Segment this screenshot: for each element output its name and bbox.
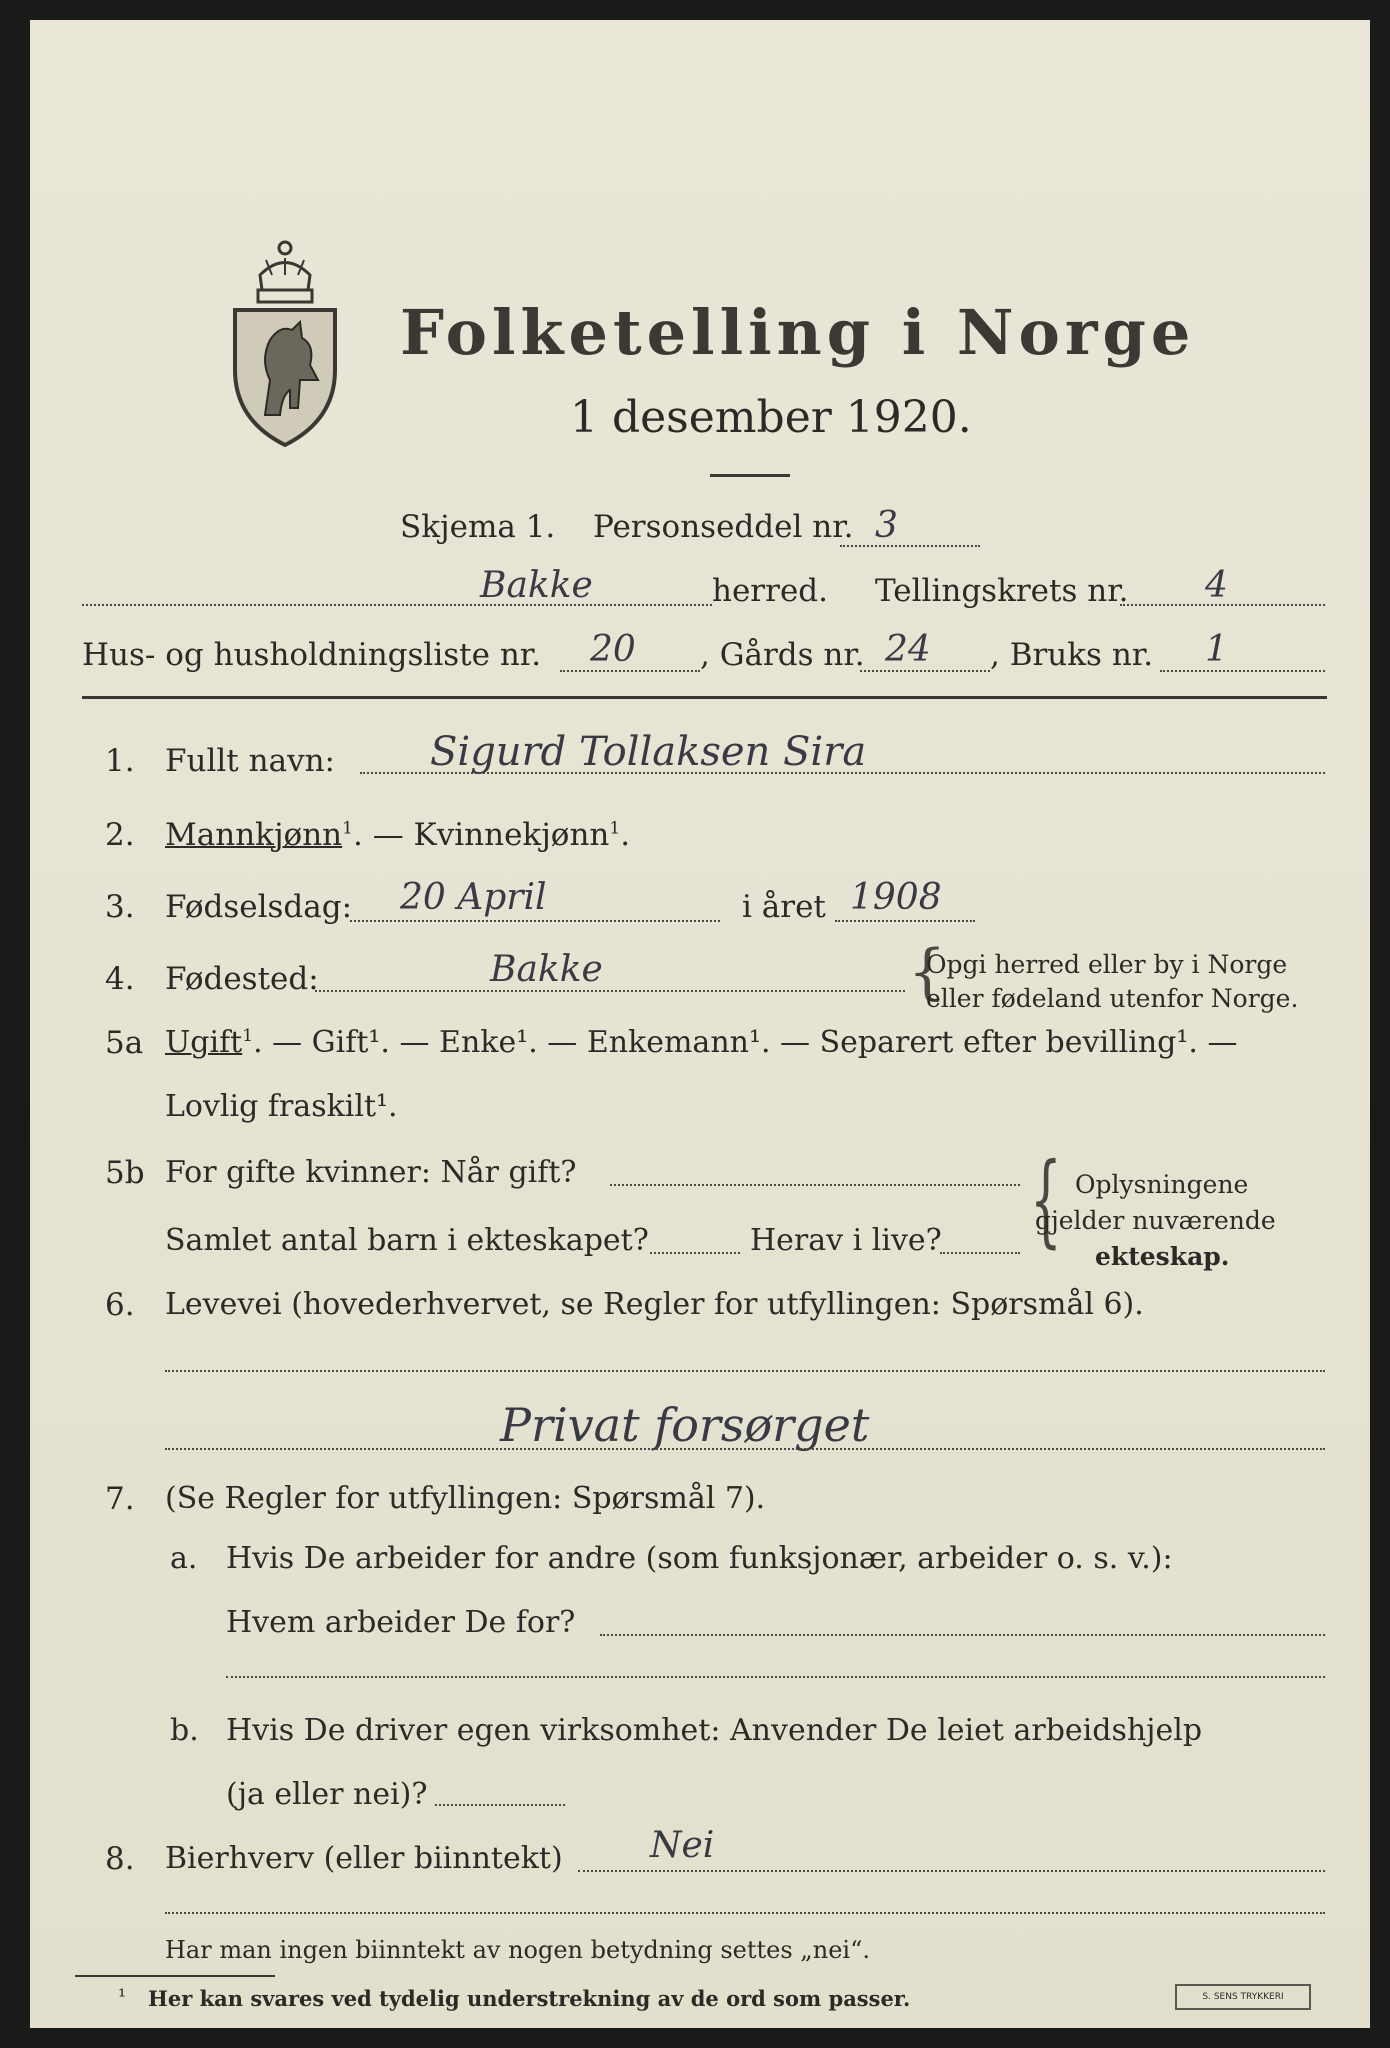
q5b-line1: For gifte kvinner: Når gift? [165,1155,577,1190]
title-divider [710,474,790,477]
q5b-note-line2: gjelder nuværende [1035,1206,1276,1235]
occupation-line-1 [165,1370,1325,1372]
side-income-line-2 [165,1912,1325,1914]
female-option[interactable]: Kvinnekjønn [413,817,610,853]
q8-number: 8. [105,1841,135,1877]
q7a-line2: Hvem arbeider De for? [226,1605,576,1640]
herred-value[interactable]: Bakke [480,565,593,606]
q7a-letter: a. [170,1541,198,1576]
ugift-option[interactable]: Ugift [165,1025,243,1060]
q7-number: 7. [105,1481,135,1517]
birthplace-value[interactable]: Bakke [490,949,603,990]
q1-number: 1. [105,743,135,779]
side-income-line-1 [578,1870,1325,1872]
footnote-separator [75,1975,275,1977]
children-alive-line [940,1252,1020,1254]
printer-stamp-text: S. SENS TRYKKERI [1202,1992,1284,2002]
gards-value[interactable]: 24 [885,629,931,670]
full-name-line [360,772,1325,774]
page-title: Folketelling i Norge [400,296,1196,369]
q7b-line1: Hvis De driver egen virksomhet: Anvender De leiet arbeidshjelp [226,1713,1203,1748]
personseddel-line [840,545,980,547]
male-option[interactable]: Mannkjønn [165,817,343,853]
census-form-sheet [30,20,1370,2028]
q2-options: Mannkjønn$^1$. — Kvinnekjønn$^1$. [165,817,631,853]
q5a-line2[interactable]: Lovlig fraskilt¹. [165,1089,398,1124]
bruks-line [1160,670,1325,672]
footnote-mark: ¹ [118,1984,127,2008]
employer-line-1 [600,1634,1325,1636]
married-when-line [610,1184,1020,1186]
q4-label: Fødested: [165,961,319,997]
employer-line-2 [226,1676,1325,1678]
q5b-note-line3: ekteskap. [1095,1242,1230,1271]
gards-label: , Gårds nr. [700,637,865,673]
husliste-label: Hus- og husholdningsliste nr. [82,637,542,673]
footer-note: Har man ingen biinntekt av nogen betydning settes „nei“. [165,1936,870,1964]
gards-line [860,670,990,672]
q7a-line1: Hvis De arbeider for andre (som funksjonær, arbeider o. s. v.): [226,1541,1173,1576]
tellingskrets-label: Tellingskrets nr. [875,573,1129,609]
side-income-value[interactable]: Nei [650,1825,715,1866]
q6-label: Levevei (hovederhvervet, se Regler for utfyllingen: Spørsmål 6). [165,1287,1144,1322]
personseddel-label: Personseddel nr. [593,509,854,545]
q5a-options: Ugift$^1$. — Gift¹. — Enke¹. — Enkemann¹. — Separert efter bevilling¹. — [165,1025,1238,1060]
q5b-note-line1: Oplysningene [1075,1170,1249,1199]
skjema-label: Skjema 1. [400,509,556,545]
q7-label: (Se Regler for utfyllingen: Spørsmål 7). [165,1481,766,1516]
occupation-line-2 [165,1448,1325,1450]
herred-line [82,604,712,606]
husliste-line [560,670,700,672]
bruks-label: , Bruks nr. [990,637,1154,673]
q2-separator: . — [352,817,414,853]
tellingskrets-line [1120,604,1325,606]
q4-note-brace: { [908,937,947,1007]
header-separator [82,696,1327,699]
q7b-letter: b. [170,1713,199,1748]
personseddel-value[interactable]: 3 [875,505,898,546]
q3-number: 3. [105,889,135,925]
birth-year-label: i året [742,889,826,925]
q5b-number: 5b [105,1155,145,1191]
birth-year-line [835,920,975,922]
tellingskrets-value[interactable]: 4 [1205,565,1228,606]
full-name-value[interactable]: Sigurd Tollaksen Sira [430,729,867,775]
q1-label: Fullt navn: [165,743,335,779]
birth-year-value[interactable]: 1908 [850,877,942,918]
q4-note-line2: eller fødeland utenfor Norge. [926,984,1299,1013]
hired-help-line [435,1804,565,1806]
q4-number: 4. [105,961,135,997]
q3-label: Fødselsdag: [165,889,353,925]
q5b-children-label: Samlet antal barn i ekteskapet? [165,1223,649,1258]
husliste-value[interactable]: 20 [590,629,636,670]
q5a-number: 5a [105,1025,144,1061]
birthdate-value[interactable]: 20 April [400,877,547,918]
occupation-value[interactable]: Privat forsørget [500,1398,870,1452]
q4-note-line1: Opgi herred eller by i Norge [926,950,1288,979]
birthplace-line [315,990,905,992]
q6-number: 6. [105,1287,135,1323]
q2-number: 2. [105,817,135,853]
q7b-line2: (ja eller nei)? [226,1777,428,1812]
q8-label: Bierhverv (eller biinntekt) [165,1841,563,1876]
printer-stamp [1175,1984,1311,2010]
q5b-alive-label: Herav i live? [750,1223,942,1258]
birthdate-line [350,920,720,922]
footnote-text: Her kan svares ved tydelig understrekning av de ord som passer. [148,1986,911,2011]
bruks-value[interactable]: 1 [1205,629,1228,670]
census-date: 1 desember 1920. [570,392,972,443]
children-count-line [650,1252,740,1254]
herred-label: herred. [712,573,828,609]
coat-of-arms-icon [230,230,340,450]
q2-end: . [620,817,631,853]
q5b-note-brace: { [1030,1141,1062,1258]
q5a-other-options[interactable]: . — Gift¹. — Enke¹. — Enkemann¹. — Separert efter bevilling¹. — [253,1025,1238,1060]
